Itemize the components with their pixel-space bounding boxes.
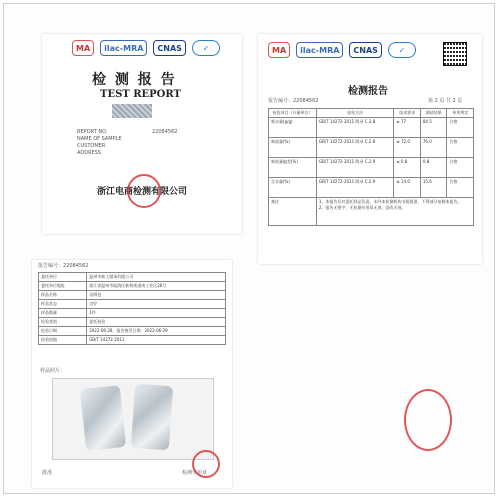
cnas-logo: CNAS [153, 40, 186, 56]
sign-left: 批准 [42, 470, 53, 476]
cover-fields [77, 129, 207, 157]
table-cell: ≤ 0.8 [394, 158, 421, 178]
results-header-cell: 测试结果 [420, 109, 447, 118]
table-row [269, 158, 474, 178]
detail-table [38, 272, 226, 345]
cover-red-stamp [127, 174, 161, 208]
results-header-cell: 检验方法 [316, 109, 393, 118]
table-row [39, 300, 226, 309]
detail-page [32, 260, 232, 488]
results-red-stamp [404, 389, 452, 451]
field-label: 检验类别 [39, 318, 87, 327]
results-page [258, 34, 482, 264]
cover-redacted-block [112, 104, 152, 118]
sample-bag [80, 385, 126, 451]
detail-report-no: 报告编号：22084562 [38, 263, 89, 269]
field-value: 1件 [87, 309, 226, 318]
field-label: 委托单位 [39, 273, 87, 282]
notes-label: 备注 [269, 198, 317, 226]
table-cell: 76.0 [420, 138, 447, 158]
table-cell: 吸收量(%) [269, 138, 317, 158]
results-logos [268, 42, 416, 58]
field-value: GB/T 14272-2011 [87, 336, 226, 345]
table-cell: 15.6 [420, 178, 447, 198]
table-cell: ≤ 14.0 [394, 178, 421, 198]
field-value: 浙江省温州市瓯海区新桥街道南工业区26号 [87, 282, 226, 291]
cover-title-en: TEST REPORT [100, 89, 181, 100]
table-row [269, 118, 474, 138]
field-value: 2022-06-28，报告签发日期：2022-06-29 [87, 327, 226, 336]
sign-right: 检测专用章 [182, 470, 208, 476]
cover-field-label: NAME OF SAMPLE [77, 136, 122, 142]
table-row [39, 291, 226, 300]
table-cell: 84.5 [420, 118, 447, 138]
results-header-cell: 检验项目（计量单位） [269, 109, 317, 118]
cover-report-no: 22084562 [152, 129, 178, 135]
table-cell: 含水量(%) [269, 178, 317, 198]
notes-row [269, 198, 474, 226]
table-cell: ≥ 77 [394, 118, 421, 138]
ma-logo: MA [72, 40, 94, 56]
notes-cell [316, 198, 473, 226]
image-frame [3, 3, 495, 494]
results-title: 检测报告 [348, 86, 388, 97]
table-cell: GB/T 14272-2011 附录 C.2.8 [316, 118, 393, 138]
field-value: 完好 [87, 300, 226, 309]
cover-title-cn: 检 测 报 告 [92, 72, 177, 88]
table-row [39, 282, 226, 291]
cover-field-label: REPORT NO. [77, 129, 108, 135]
table-row [39, 309, 226, 318]
field-label: 检验依据 [39, 336, 87, 345]
note-line: 2、报告无签字、无检测专用章无效，涂改无效。 [318, 205, 406, 210]
cnas-logo: CNAS [349, 42, 382, 58]
table-cell: 吸水量(g/g) [269, 118, 317, 138]
results-table [268, 108, 474, 226]
sample-photo-label: 样品照片： [40, 368, 66, 374]
table-cell: 合格 [447, 158, 474, 178]
table-cell: GB/T 14272-2011 附录 C.2.8 [316, 138, 393, 158]
ma-logo: MA [268, 42, 290, 58]
results-header-cell: 单项判定 [447, 109, 474, 118]
table-cell: GB/T 14272-2011 附录 C.2.9 [316, 158, 393, 178]
table-cell: GB/T 14272-2011 附录 C.2.9 [316, 178, 393, 198]
table-row [39, 318, 226, 327]
field-label: 样品状态 [39, 300, 87, 309]
cover-field-label: CUSTOMER [77, 143, 106, 149]
table-cell: 合格 [447, 118, 474, 138]
note-line: 1、本报告仅对委托样品负责，未经本检测机构书面批准，不得部分复制本报告。 [318, 199, 462, 204]
table-cell: ≥ 72.0 [394, 138, 421, 158]
results-header-row [269, 109, 474, 118]
field-value: 温州市新工服饰有限公司 [87, 273, 226, 282]
table-cell: 0.8 [420, 158, 447, 178]
results-page-label: 第 2 页 共 2 页 [428, 98, 463, 104]
table-row [39, 273, 226, 282]
table-cell: 合格 [447, 138, 474, 158]
table-cell: 吸收量偏差(%) [269, 158, 317, 178]
results-report-no: 报告编号：22084562 [268, 98, 319, 104]
cover-field-label: ADDRESS [77, 150, 102, 156]
check-logo: ✓ [192, 40, 220, 56]
check-logo: ✓ [388, 42, 416, 58]
field-label: 检验日期 [39, 327, 87, 336]
ilac-logo: ilac-MRA [296, 42, 343, 58]
table-row [39, 327, 226, 336]
table-row [269, 138, 474, 158]
sample-photo [52, 378, 214, 460]
sample-bag [131, 384, 173, 450]
field-label: 样品名称 [39, 291, 87, 300]
field-value: 委托检验 [87, 318, 226, 327]
field-value: 羽绒包 [87, 291, 226, 300]
detail-red-stamp [192, 450, 220, 478]
qr-code-icon [443, 42, 467, 66]
cover-page [42, 34, 242, 234]
results-header-cell: 技术要求 [394, 109, 421, 118]
table-cell: 合格 [447, 178, 474, 198]
field-label: 委托单位地址 [39, 282, 87, 291]
table-row [39, 336, 226, 345]
table-row [269, 178, 474, 198]
cover-logos [72, 40, 220, 56]
ilac-logo: ilac-MRA [100, 40, 147, 56]
field-label: 样品数量 [39, 309, 87, 318]
cover-company: 浙江电商检测有限公司 [97, 187, 188, 197]
